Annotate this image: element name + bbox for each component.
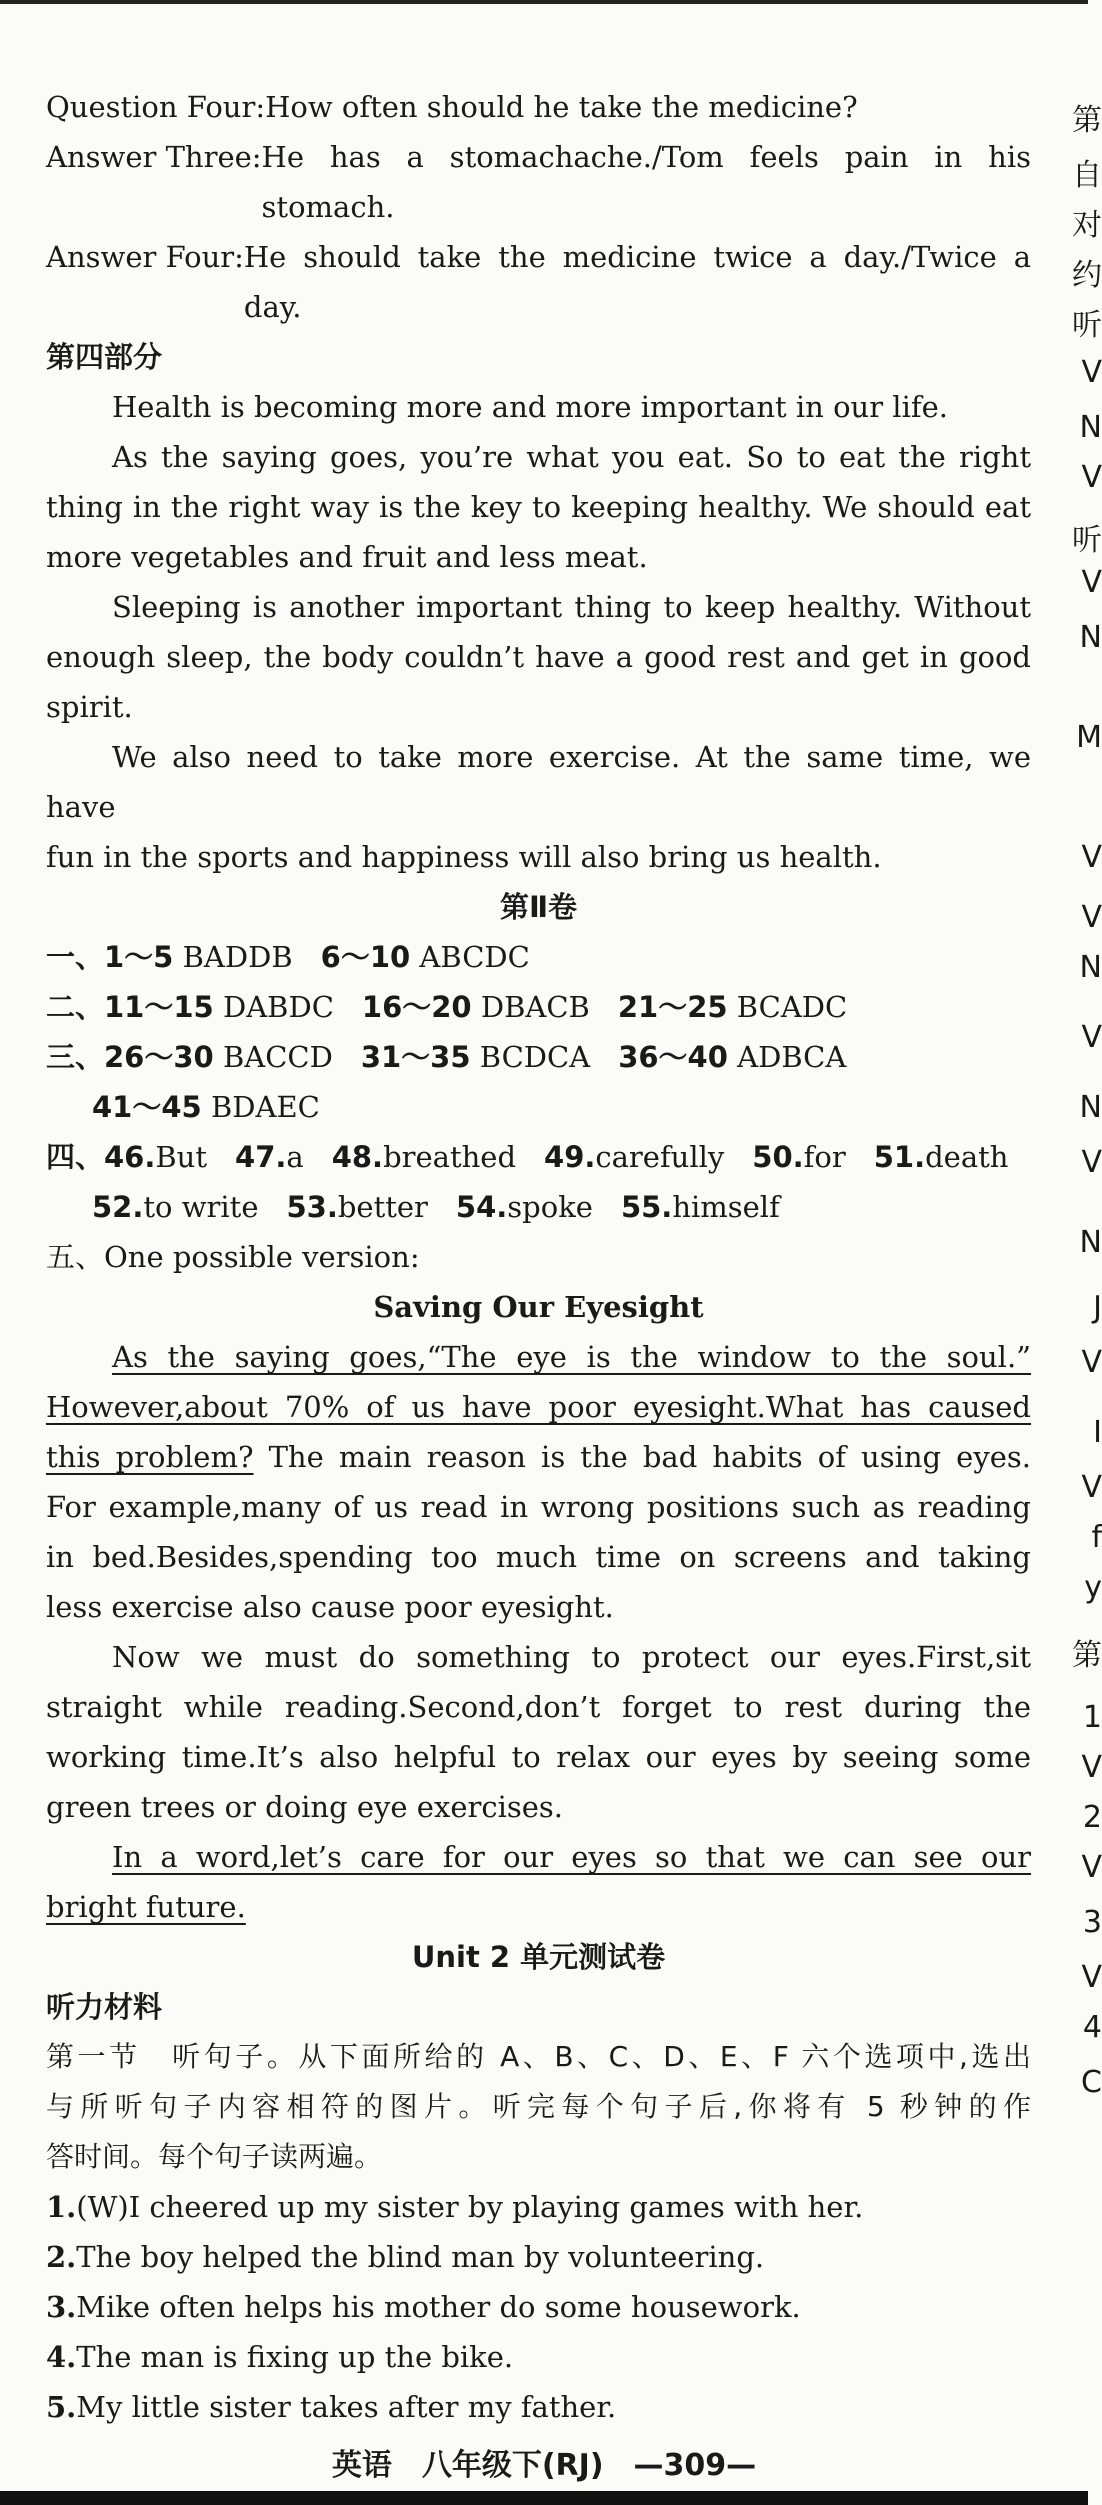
section1-instructions: 第一节 听句子。从下面所给的 A、B、C、D、E、F 六个选项中,选出 与所听句子内容相符的图片。听完每个句子后,你将有 5 秒钟的作 答时间。每个句子读两遍。	[46, 2040, 1031, 2173]
edge-glyph: 约	[1072, 258, 1102, 293]
answer-four: Answer Four: He should take the medicine twice a day./Twice a day.	[46, 240, 1031, 324]
edge-glyph: 对	[1072, 208, 1102, 243]
edge-glyph: N	[1079, 620, 1102, 655]
answer-row: 二、11～15 DABDC 16～20 DBACB 21～25 BCADC	[46, 990, 848, 1024]
edge-glyph: V	[1081, 1020, 1102, 1055]
answer-row: 一、1～5 BADDB 6～10 ABCDC	[46, 940, 530, 974]
edge-glyph: V	[1081, 565, 1102, 600]
edge-glyph: J	[1093, 1290, 1102, 1325]
edge-glyph: V	[1081, 460, 1102, 495]
list-item: 5.My little sister takes after my father.	[46, 2390, 617, 2424]
edge-glyph: V	[1081, 355, 1102, 390]
list-item: 1.(W)I cheered up my sister by playing games with her.	[46, 2190, 864, 2224]
edge-glyph: V	[1081, 900, 1102, 935]
edge-glyph: V	[1081, 1145, 1102, 1180]
list-item: 3.Mike often helps his mother do some housework.	[46, 2290, 801, 2324]
edge-glyph: N	[1079, 410, 1102, 445]
answer-row: 52.to write 53.better 54.spoke 55.himself	[92, 1190, 780, 1224]
essay-title: Saving Our Eyesight	[373, 1290, 704, 1324]
part4-heading: 第四部分	[46, 340, 163, 374]
part4-paragraph-4: We also need to take more exercise. At the same time, we have fun in the sports and happiness will also bring us health.	[46, 740, 1031, 874]
edge-glyph: 自	[1072, 158, 1102, 193]
edge-glyph: V	[1081, 1470, 1102, 1505]
edge-glyph: V	[1081, 840, 1102, 875]
edge-glyph: 2	[1082, 1800, 1102, 1835]
unit2-heading: Unit 2 单元测试卷	[411, 1940, 666, 1974]
edge-glyph: f	[1091, 1520, 1102, 1555]
adjacent-page-edge	[1048, 0, 1102, 2505]
edge-glyph: 3	[1082, 1905, 1102, 1940]
volume-2-heading: 第Ⅱ卷	[499, 890, 578, 924]
answer-row: 41～45 BDAEC	[92, 1090, 320, 1124]
question-four: Question Four:How often should he take the medicine?	[46, 90, 858, 124]
list-item: 4.The man is fixing up the bike.	[46, 2340, 514, 2374]
edge-glyph: M	[1076, 720, 1102, 755]
essay-paragraph-2: Now we must do something to protect our eyes.First,sit straight while reading.Second,don’t forget to rest during the working time.It’s also helpful to relax our eyes by seeing some green trees or doing eye exercises.	[46, 1640, 1031, 1824]
answer-row: 三、26～30 BACCD 31～35 BCDCA 36～40 ADBCA	[46, 1040, 847, 1074]
edge-glyph: 4	[1082, 2010, 1102, 2045]
essay-paragraph-1: As the saying goes,“The eye is the window to the soul.” However,about 70% of us have poor eyesight.What has caused this problem? The main reason is the bad habits of using eyes. For example,many of us read in wrong positions such as reading in bed.Besides,spending too much time on screens and taking less exercise also cause poor eyesight.	[46, 1340, 1031, 1624]
edge-glyph: V	[1081, 1750, 1102, 1785]
edge-glyph: N	[1079, 1225, 1102, 1260]
edge-glyph: I	[1093, 1415, 1102, 1450]
edge-glyph: C	[1081, 2065, 1102, 2100]
list-item: 2.The boy helped the blind man by volunteering.	[46, 2240, 765, 2274]
edge-glyph: 1	[1082, 1700, 1102, 1735]
bottom-border	[0, 2491, 1088, 2505]
part4-paragraph-2: As the saying goes, you’re what you eat. So to eat the right thing in the right way is the key to keeping healthy. We should eat more vegetables and fruit and less meat.	[46, 440, 1031, 574]
edge-glyph: V	[1081, 1960, 1102, 1995]
edge-glyph: V	[1081, 1345, 1102, 1380]
page-footer: 英语 八年级下(RJ) —309—	[331, 2448, 757, 2483]
edge-glyph: N	[1079, 1090, 1102, 1125]
edge-glyph: y	[1084, 1570, 1102, 1605]
edge-glyph: 第	[1072, 103, 1102, 138]
essay-paragraph-3: In a word,let’s care for our eyes so that we can see our bright future.	[46, 1840, 1031, 1924]
edge-glyph: 听	[1072, 308, 1102, 343]
edge-glyph: N	[1079, 950, 1102, 985]
page-content	[46, 82, 1031, 2432]
answer-three: Answer Three: He has a stomachache./Tom feels pain in his stomach.	[46, 140, 1031, 224]
answer-row: 四、46.But 47.a 48.breathed 49.carefully 50.for 51.death	[46, 1140, 1009, 1174]
edge-glyph: V	[1081, 1850, 1102, 1885]
edge-glyph: 第	[1072, 1638, 1102, 1673]
part4-paragraph-3: Sleeping is another important thing to keep healthy. Without enough sleep, the body couldn’t have a good rest and get in good spirit.	[46, 590, 1031, 724]
listening-material-heading: 听力材料	[46, 1990, 163, 2024]
part4-paragraph-1: Health is becoming more and more important in our life.	[112, 390, 948, 424]
edge-glyph: 听	[1072, 523, 1102, 558]
writing-intro: 五、One possible version:	[46, 1240, 420, 1274]
top-border	[0, 0, 1088, 4]
